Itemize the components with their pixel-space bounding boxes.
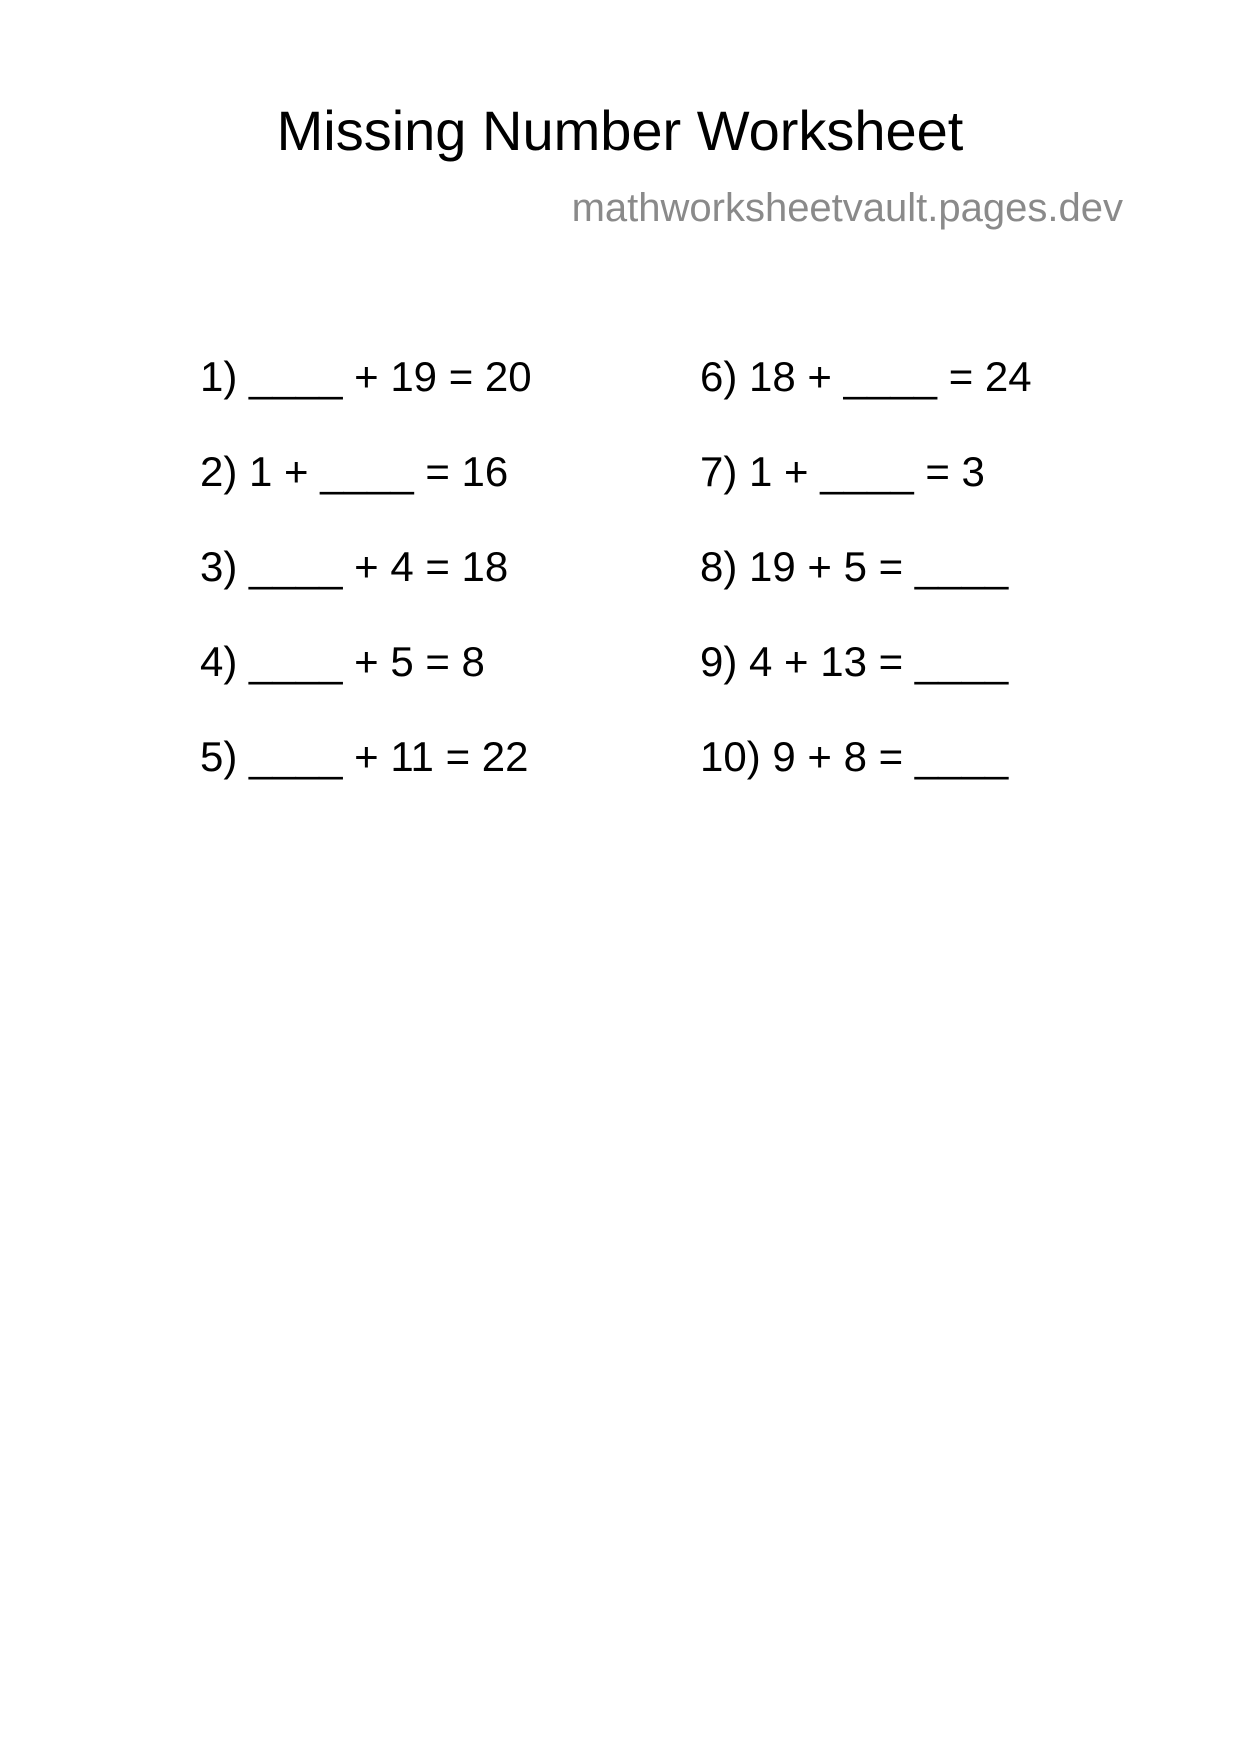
problem-2: 2) 1 + ____ = 16: [200, 448, 509, 495]
problem-10: 10) 9 + 8 = ____: [700, 733, 1009, 780]
worksheet-source: mathworksheetvault.pages.dev: [571, 186, 1123, 230]
problem-6: 6) 18 + ____ = 24: [700, 353, 1032, 400]
problem-3: 3) ____ + 4 = 18: [200, 543, 509, 590]
problem-4: 4) ____ + 5 = 8: [200, 638, 485, 685]
problem-5: 5) ____ + 11 = 22: [200, 733, 529, 780]
worksheet-title: Missing Number Worksheet: [276, 99, 964, 162]
problem-9: 9) 4 + 13 = ____: [700, 638, 1009, 685]
problem-8: 8) 19 + 5 = ____: [700, 543, 1009, 590]
problem-1: 1) ____ + 19 = 20: [200, 353, 532, 400]
problem-7: 7) 1 + ____ = 3: [700, 448, 985, 495]
